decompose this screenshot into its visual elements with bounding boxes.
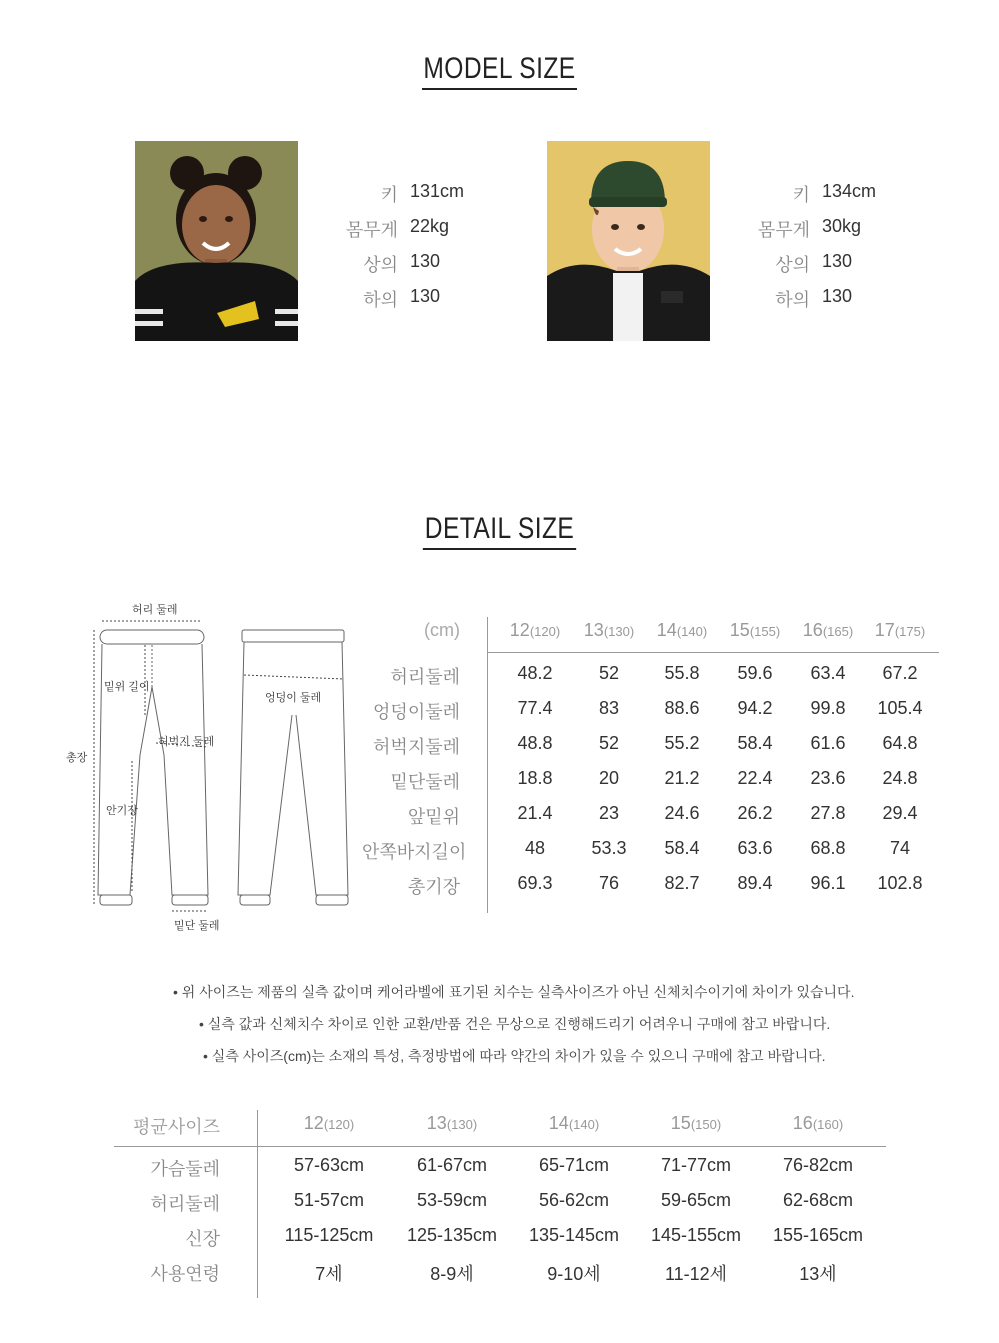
- row-label: 엉덩이둘레: [373, 702, 460, 722]
- table-row: [114, 1190, 886, 1220]
- spec-row-height: [710, 181, 950, 205]
- table-cell: 71-77cm: [660, 1155, 732, 1175]
- spec-label: 몸무게: [345, 220, 398, 240]
- size-column-header: [268, 1113, 390, 1134]
- average-table-divider-horizontal: [114, 1146, 886, 1147]
- table-cell: 83: [598, 698, 620, 718]
- table-cell: 59.6: [737, 663, 773, 683]
- spec-row-top: [710, 251, 950, 275]
- table-row: [114, 1260, 886, 1290]
- spec-label: 상의: [363, 255, 398, 275]
- pants-outline-icon: [60, 595, 360, 935]
- table-cell: 102.8: [877, 873, 923, 893]
- table-cell: 52: [598, 733, 620, 753]
- table-cell: 76: [598, 873, 620, 893]
- table-cell: 27.8: [810, 803, 846, 823]
- table-cell: 61-67cm: [416, 1155, 488, 1175]
- detail-size-title: DETAIL SIZE: [90, 512, 909, 550]
- row-label: 가슴둘레: [150, 1159, 220, 1179]
- table-cell: 59-65cm: [660, 1190, 732, 1210]
- spec-label: 키: [792, 185, 810, 205]
- table-cell: 82.7: [664, 873, 700, 893]
- table-cell: 53-59cm: [416, 1190, 488, 1210]
- size-main: 15: [729, 620, 750, 640]
- table-row: [362, 803, 939, 833]
- spec-value: 130: [410, 286, 441, 306]
- size-sub: (130): [446, 1117, 478, 1132]
- table-row: [114, 1225, 886, 1255]
- table-cell: 48.2: [517, 663, 553, 683]
- spec-row-top: [298, 251, 538, 275]
- note-item: • 위 사이즈는 제품의 실측 값이며 케어라벨에 표기된 치수는 실측사이즈가 아닌 신체치수이기에 차이가 있습니다.: [173, 984, 855, 1000]
- size-column-header: [572, 620, 646, 641]
- table-cell: 63.6: [737, 838, 773, 858]
- table-cell: 76-82cm: [782, 1155, 854, 1175]
- model-photo-girl: [135, 141, 298, 341]
- size-column-header: [718, 620, 792, 641]
- spec-label: 몸무게: [757, 220, 810, 240]
- table-row: [362, 838, 939, 868]
- diagram-label-thigh: 허벅지 둘레: [158, 736, 215, 748]
- size-column-header: [645, 620, 719, 641]
- table-cell: 26.2: [737, 803, 773, 823]
- spec-value: 130: [822, 286, 853, 306]
- table-cell: 53.3: [591, 838, 627, 858]
- table-cell: 115-125cm: [284, 1225, 374, 1245]
- table-cell: 77.4: [517, 698, 553, 718]
- row-label: 허리둘레: [150, 1194, 220, 1214]
- detail-table-divider-horizontal: [487, 652, 939, 653]
- size-main: 12: [303, 1113, 324, 1133]
- spec-label: 상의: [775, 255, 810, 275]
- table-cell: 105.4: [877, 698, 923, 718]
- table-cell: 29.4: [882, 803, 918, 823]
- spec-label: 하의: [363, 290, 398, 310]
- unit-label: (cm): [424, 620, 460, 640]
- table-cell: 62-68cm: [782, 1190, 854, 1210]
- diagram-label-hem: 밑단 둘레: [174, 920, 220, 932]
- table-cell: 22.4: [737, 768, 773, 788]
- size-column-header: [635, 1113, 757, 1134]
- table-cell: 63.4: [810, 663, 846, 683]
- spec-value: 30kg: [822, 216, 862, 236]
- size-sub: (140): [676, 624, 708, 639]
- diagram-label-rise: 밑위 길이: [104, 681, 150, 693]
- size-sub: (165): [822, 624, 854, 639]
- table-cell: 48: [524, 838, 546, 858]
- table-cell: 51-57cm: [293, 1190, 365, 1210]
- size-main: 17: [874, 620, 895, 640]
- size-column-header: [391, 1113, 513, 1134]
- table-cell: 7세: [315, 1264, 343, 1284]
- diagram-label-total-length: 총장: [66, 752, 88, 764]
- average-table-header: [114, 1113, 886, 1143]
- model-card-boy: [547, 141, 947, 341]
- table-cell: 58.4: [737, 733, 773, 753]
- table-cell: 69.3: [517, 873, 553, 893]
- spec-row-weight: [298, 216, 538, 240]
- row-label: 밑단둘레: [390, 772, 460, 792]
- size-sub: (140): [568, 1117, 600, 1132]
- size-main: 14: [548, 1113, 569, 1133]
- row-label: 사용연령: [150, 1264, 220, 1284]
- size-column-header: [757, 1113, 879, 1134]
- size-sub: (150): [690, 1117, 722, 1132]
- table-cell: 125-135cm: [406, 1225, 498, 1245]
- table-cell: 67.2: [882, 663, 918, 683]
- table-cell: 58.4: [664, 838, 700, 858]
- note-item: • 실측 사이즈(cm)는 소재의 특성, 측정방법에 따라 약간의 차이가 있을 수 있으니 구매에 참고 바랍니다.: [203, 1048, 826, 1064]
- size-main: 14: [656, 620, 677, 640]
- diagram-label-hip: 엉덩이 둘레: [265, 692, 322, 704]
- table-cell: 96.1: [810, 873, 846, 893]
- table-cell: 155-165cm: [772, 1225, 864, 1245]
- table-cell: 89.4: [737, 873, 773, 893]
- girl-photo-illustration: [135, 141, 298, 341]
- size-main: 16: [802, 620, 823, 640]
- table-cell: 68.8: [810, 838, 846, 858]
- size-sub: (160): [812, 1117, 844, 1132]
- spec-label: 하의: [775, 290, 810, 310]
- boy-photo-illustration: [547, 141, 710, 341]
- table-cell: 21.2: [664, 768, 700, 788]
- table-cell: 55.2: [664, 733, 700, 753]
- table-row: [362, 768, 939, 798]
- table-cell: 18.8: [517, 768, 553, 788]
- table-cell: 52: [598, 663, 620, 683]
- diagram-label-waist: 허리 둘레: [132, 604, 178, 616]
- table-cell: 56-62cm: [538, 1190, 610, 1210]
- model-card-girl: [135, 141, 535, 341]
- table-cell: 23: [598, 803, 620, 823]
- size-main: 16: [792, 1113, 813, 1133]
- size-sub: (120): [323, 1117, 355, 1132]
- spec-row-height: [298, 181, 538, 205]
- table-cell: 74: [889, 838, 911, 858]
- table-cell: 64.8: [882, 733, 918, 753]
- size-sub: (130): [603, 624, 635, 639]
- average-size-table: [114, 1108, 886, 1298]
- table-cell: 23.6: [810, 768, 846, 788]
- spec-row-bottom: [298, 286, 538, 310]
- model-size-title: MODEL SIZE: [90, 52, 909, 90]
- table-row: [114, 1155, 886, 1185]
- table-cell: 21.4: [517, 803, 553, 823]
- size-column-header: [863, 620, 937, 641]
- size-column-header: [498, 620, 572, 641]
- spec-value: 130: [822, 251, 853, 271]
- table-cell: 9-10세: [547, 1264, 601, 1284]
- row-label: 안쪽바지길이: [362, 842, 467, 862]
- table-row: [362, 873, 939, 903]
- size-main: 13: [426, 1113, 447, 1133]
- row-label: 허벅지둘레: [373, 737, 460, 757]
- spec-row-weight: [710, 216, 950, 240]
- spec-row-bottom: [710, 286, 950, 310]
- diagram-label-inseam: 안기장: [106, 805, 138, 817]
- table-cell: 99.8: [810, 698, 846, 718]
- table-cell: 8-9세: [430, 1264, 474, 1284]
- table-cell: 24.6: [664, 803, 700, 823]
- detail-table-divider-vertical: [487, 617, 488, 913]
- size-sub: (120): [529, 624, 561, 639]
- table-cell: 20: [598, 768, 620, 788]
- table-row: [362, 698, 939, 728]
- note-item: • 실측 값과 신체치수 차이로 인한 교환/반품 건은 무상으로 진행해드리기 어려우니 구매에 참고 바랍니다.: [199, 1016, 831, 1032]
- size-column-header: [513, 1113, 635, 1134]
- table-cell: 55.8: [664, 663, 700, 683]
- table-cell: 135-145cm: [528, 1225, 620, 1245]
- table-row: [362, 663, 939, 693]
- spec-value: 134cm: [822, 181, 877, 201]
- table-cell: 11-12세: [664, 1264, 728, 1284]
- size-main: 12: [509, 620, 530, 640]
- table-row: [362, 733, 939, 763]
- pants-measurement-diagram: [60, 595, 360, 935]
- size-sub: (155): [749, 624, 781, 639]
- table-cell: 48.8: [517, 733, 553, 753]
- table-cell: 145-155cm: [650, 1225, 742, 1245]
- row-label: 앞밑위: [407, 807, 460, 827]
- average-header-label: 평균사이즈: [133, 1117, 220, 1137]
- size-main: 15: [670, 1113, 691, 1133]
- table-cell: 88.6: [664, 698, 700, 718]
- row-label: 총기장: [407, 877, 460, 897]
- table-cell: 13세: [799, 1264, 837, 1284]
- size-main: 13: [583, 620, 604, 640]
- model-photo-boy: [547, 141, 710, 341]
- row-label: 허리둘레: [390, 667, 460, 687]
- spec-value: 130: [410, 251, 441, 271]
- size-sub: (175): [894, 624, 926, 639]
- table-cell: 24.8: [882, 768, 918, 788]
- spec-value: 22kg: [410, 216, 450, 236]
- spec-label: 키: [380, 185, 398, 205]
- spec-value: 131cm: [410, 181, 465, 201]
- table-cell: 94.2: [737, 698, 773, 718]
- table-cell: 65-71cm: [538, 1155, 610, 1175]
- size-column-header: [791, 620, 865, 641]
- table-cell: 61.6: [810, 733, 846, 753]
- row-label: 신장: [185, 1229, 220, 1249]
- table-cell: 57-63cm: [293, 1155, 365, 1175]
